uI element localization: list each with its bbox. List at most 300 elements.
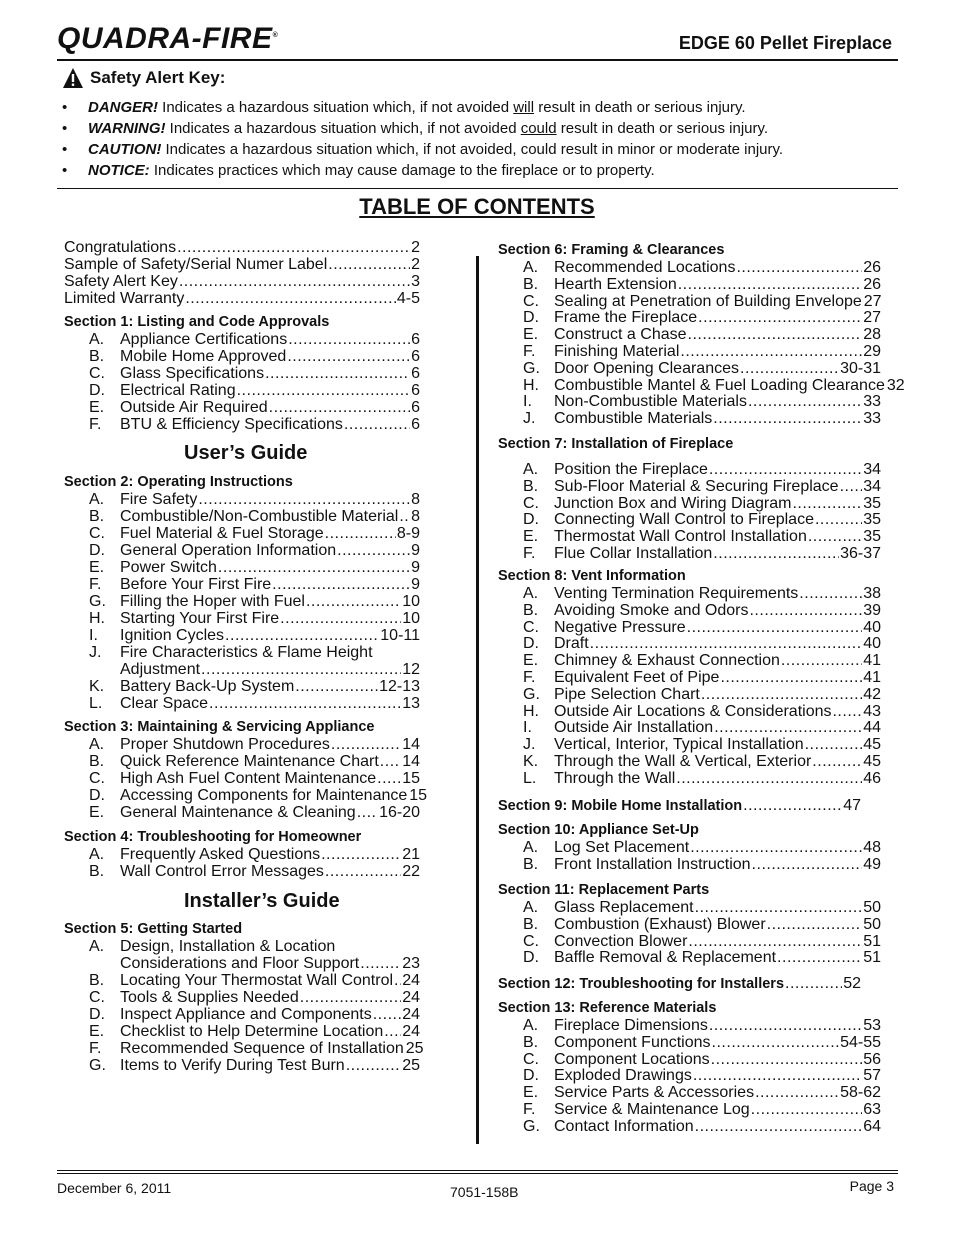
toc-entry-letter: C.: [89, 770, 105, 787]
toc-entry: [120, 955, 420, 972]
toc-leader-dots: [777, 949, 862, 966]
toc-entry-title: Thermostat Wall Control Installation: [554, 528, 807, 546]
toc-entry-page: 49: [863, 855, 881, 873]
toc-entry: [120, 525, 420, 542]
toc-entry-page: 35: [863, 528, 881, 546]
toc-entry-page: 22: [402, 863, 420, 880]
toc-entry-title: Sample of Safety/Serial Numer Label: [64, 256, 328, 273]
toc-entry-title: Flue Collar Installation: [554, 545, 713, 562]
toc-entry: [554, 652, 881, 669]
toc-leader-dots: [287, 348, 410, 365]
toc-entry-title: Battery Back-Up System: [120, 678, 295, 695]
toc-leader-dots: [179, 273, 410, 290]
safety-alert-list: [62, 97, 892, 181]
toc-entry: [554, 393, 881, 410]
toc-leader-dots: [812, 753, 862, 770]
toc-entry-title: Sub-Floor Material & Securing Fireplace: [554, 477, 839, 495]
toc-entry: [64, 239, 420, 256]
toc-entry-title: Vertical, Interior, Typical Installation: [554, 736, 804, 754]
toc-entry: [64, 273, 420, 290]
toc-leader-dots: [377, 770, 401, 787]
toc-leader-dots: [695, 899, 863, 916]
toc-entry-letter: C.: [523, 618, 539, 636]
toc-entry-title: Outside Air Installation: [554, 719, 714, 737]
toc-entry: [120, 542, 420, 559]
toc-entry-letter: F.: [523, 1101, 536, 1118]
toc-entry-page: 9: [411, 576, 420, 593]
footer-rule-top: [57, 1170, 898, 1171]
toc-entry: [120, 416, 420, 433]
alert-text: Indicates practices which may cause damage to the fireplace or to property.: [149, 162, 655, 179]
toc-leader-dots: [688, 326, 863, 343]
toc-entry-title: Equivalent Feet of Pipe: [554, 669, 720, 686]
toc-entry-letter: A.: [89, 736, 105, 753]
toc-entry-page: 25: [402, 1057, 420, 1074]
toc-entry: [554, 1084, 881, 1101]
toc-entry-title: Component Functions: [554, 1033, 711, 1051]
toc-entry-title: Draft: [554, 635, 589, 653]
toc-entry: [554, 478, 881, 495]
bullet-icon: •: [62, 120, 68, 137]
toc-entry-letter: A.: [89, 491, 105, 508]
toc-entry: [554, 619, 881, 636]
toc-leader-dots: [331, 736, 401, 753]
toc-entry: [120, 559, 420, 576]
toc-entry-letter: B.: [523, 915, 539, 933]
toc-leader-dots: [713, 545, 839, 562]
toc-entry-title: Sealing at Penetration of Building Envelope: [554, 292, 862, 310]
toc-entry-page: 50: [863, 915, 881, 933]
brand-logo: QUADRA-FIRE®: [57, 22, 279, 55]
toc-entry-title: Electrical Rating: [120, 382, 236, 399]
toc-entry: [120, 576, 420, 593]
toc-entry-page: 45: [863, 736, 881, 754]
toc-leader-dots: [177, 239, 410, 256]
toc-entry-letter: F.: [523, 343, 536, 360]
toc-entry-page: 8: [411, 491, 420, 508]
safety-alert-item: [62, 118, 892, 139]
toc-entry-page: 52: [843, 975, 861, 992]
toc-entry-letter: E.: [523, 652, 539, 670]
toc-entry: [120, 1023, 420, 1040]
toc-entry-title: Fireplace Dimensions: [554, 1017, 708, 1034]
toc-entry-title: Venting Termination Requirements: [554, 585, 799, 602]
toc-leader-dots: [749, 602, 862, 619]
toc-section-heading: Section 6: Framing & Clearances: [498, 242, 725, 258]
toc-entry-title: Finishing Material: [554, 343, 680, 360]
toc-entry-letter: A.: [523, 259, 539, 276]
toc-leader-dots: [373, 1006, 401, 1023]
toc-entry-page: 10: [402, 593, 420, 610]
bullet-icon: •: [62, 162, 68, 179]
toc-entry-page: 14: [402, 736, 420, 753]
toc-entry-page: 28: [863, 326, 881, 344]
toc-entry-title: Combustible Materials: [554, 410, 713, 428]
toc-entry-letter: D.: [523, 949, 539, 967]
toc-entry: [554, 770, 881, 787]
toc-entry-title: Door Opening Clearances: [554, 359, 739, 377]
toc-leader-dots: [357, 804, 378, 821]
toc-entry: [64, 256, 420, 273]
toc-entry-title: Pipe Selection Chart: [554, 685, 700, 703]
toc-entry-page: 33: [863, 393, 881, 411]
toc-section-heading: Section 4: Troubleshooting for Homeowner: [64, 829, 362, 845]
toc-entry-letter: C.: [89, 365, 105, 382]
toc-leader-dots: [736, 259, 862, 276]
toc-leader-dots: [237, 382, 410, 399]
toc-entry-letter: A.: [523, 461, 539, 478]
toc-leader-dots: [755, 1084, 839, 1101]
header-rule: [57, 59, 898, 61]
toc-entry: [554, 916, 881, 933]
toc-entry-page: 9: [411, 559, 420, 576]
safety-alert-item: [62, 160, 892, 181]
toc-entry-page: 26: [863, 275, 881, 293]
toc-entry-letter: F.: [523, 545, 536, 562]
toc-entry: [120, 846, 420, 863]
toc-entry-page: 8-9: [396, 525, 420, 542]
toc-entry-title: Considerations and Floor Support: [120, 955, 360, 972]
toc-entry: [120, 753, 420, 770]
column-divider: [476, 256, 479, 1144]
toc-entry-letter: D.: [89, 787, 105, 804]
toc-entry: [120, 804, 420, 821]
alert-text-end: result in death or serious injury.: [556, 120, 769, 137]
toc-leader-dots: [306, 593, 401, 610]
toc-entry-page: 50: [863, 899, 881, 916]
toc-leader-dots: [321, 846, 401, 863]
toc-entry: [120, 1006, 420, 1023]
toc-entry-letter: A.: [523, 585, 539, 602]
toc-entry-letter: D.: [89, 542, 105, 559]
toc-entry-page: 27: [863, 292, 882, 310]
toc-entry-title: Service Parts & Accessories: [554, 1084, 755, 1102]
alert-text-end: result in death or serious injury.: [534, 99, 746, 116]
toc-entry-letter: L.: [523, 769, 537, 787]
alert-keyword: WARNING!: [88, 120, 166, 137]
toc-entry-page: 36-37: [840, 545, 881, 562]
toc-leader-dots: [805, 736, 863, 753]
toc-entry-letter: G.: [523, 685, 540, 703]
toc-entry-letter: E.: [523, 528, 539, 546]
toc-entry-letter: D.: [523, 1067, 539, 1085]
toc-entry-page: 6: [411, 416, 420, 433]
toc-entry-title: Starting Your First Fire: [120, 610, 280, 627]
toc-entry-page: 44: [863, 719, 881, 737]
toc-entry-letter: D.: [523, 511, 539, 529]
toc-entry: [120, 491, 420, 508]
toc-entry-title: General Maintenance & Cleaning: [120, 804, 356, 821]
toc-entry: [554, 719, 881, 736]
toc-entry-title: Through the Wall & Vertical, Exterior: [554, 753, 812, 770]
toc-leader-dots: [690, 839, 862, 856]
toc-section-heading: Section 10: Appliance Set-Up: [498, 822, 699, 838]
toc-entry-letter: C.: [89, 525, 105, 542]
toc-section-entry: [498, 797, 861, 814]
alert-emphasis: will: [513, 99, 535, 116]
toc-entry-page: 33: [863, 410, 881, 428]
toc-entry-title: High Ash Fuel Content Maintenance: [120, 770, 377, 787]
toc-entry-title: Tools & Supplies Needed: [120, 989, 299, 1006]
toc-entry-title: Baffle Removal & Replacement: [554, 949, 777, 967]
toc-entry-title: Glass Replacement: [554, 899, 694, 916]
toc-entry-letter: H.: [523, 702, 539, 720]
toc-leader-dots: [676, 770, 862, 787]
toc-entry-title: Component Locations: [554, 1050, 710, 1068]
footer-page-number: Page 3: [849, 1178, 894, 1194]
toc-entry-letter: D.: [523, 635, 539, 653]
toc-entry-page: 46: [863, 769, 881, 787]
toc-entry: [554, 511, 881, 528]
toc-leader-dots: [678, 276, 862, 293]
toc-entry-letter: D.: [89, 382, 105, 399]
toc-entry: [554, 736, 881, 753]
toc-entry-title: Safety Alert Key: [64, 273, 178, 290]
toc-leader-dots: [840, 478, 863, 495]
toc-entry: [554, 326, 881, 343]
toc-entry-letter: J.: [523, 410, 536, 428]
toc-entry-page: 23: [402, 955, 420, 972]
toc-entry-title: Inspect Appliance and Components: [120, 1006, 372, 1023]
toc-entry-title: Proper Shutdown Procedures: [120, 736, 330, 753]
toc-entry-page: 39: [863, 601, 881, 619]
toc-entry-title: Hearth Extension: [554, 275, 677, 293]
toc-entry: [554, 410, 881, 427]
toc-leader-dots: [328, 256, 410, 273]
toc-entry-letter: C.: [523, 494, 539, 512]
toc-entry-letter: E.: [89, 1023, 105, 1040]
toc-leader-dots: [280, 610, 401, 627]
toc-leader-dots: [743, 797, 842, 814]
toc-entry-page: 41: [863, 652, 881, 670]
toc-entry-letter: C.: [523, 292, 539, 310]
safety-alert-heading: [62, 67, 225, 89]
toc-entry: [120, 661, 420, 678]
toc-entry-page: 56: [863, 1050, 881, 1068]
toc-entry: [554, 899, 881, 916]
toc-entry-title: Construct a Chase: [554, 326, 687, 344]
warning-triangle-icon: [62, 67, 84, 89]
toc-entry-page: 6: [411, 331, 420, 348]
toc-leader-dots: [693, 1067, 862, 1084]
toc-entry-page: 48: [863, 839, 881, 856]
toc-entry-letter: C.: [89, 989, 105, 1006]
toc-section-heading: Section 8: Vent Information: [498, 568, 686, 584]
toc-entry-letter: H.: [89, 610, 105, 627]
toc-entry-title: Through the Wall: [554, 769, 676, 787]
toc-leader-dots: [380, 753, 401, 770]
toc-leader-dots: [752, 856, 863, 873]
toc-entry-title: Contact Information: [554, 1117, 694, 1135]
toc-leader-dots: [337, 542, 410, 559]
toc-entry: [554, 839, 881, 856]
toc-entry-page: 12: [402, 661, 420, 678]
toc-entry: [554, 933, 881, 950]
toc-entry: [554, 495, 881, 512]
toc-entry: [554, 1017, 881, 1034]
toc-leader-dots: [695, 1118, 863, 1135]
toc-entry-title: Chimney & Exhaust Connection: [554, 652, 780, 670]
toc-entry-page: 42: [863, 685, 881, 703]
toc-entry-page: 2: [411, 256, 420, 273]
alert-text: Indicates a hazardous situation which, if not avoided: [165, 120, 521, 137]
guide-heading: User’s Guide: [184, 442, 308, 464]
toc-entry-letter: H.: [523, 376, 539, 394]
toc-entry-title: Adjustment: [120, 661, 201, 678]
toc-leader-dots: [269, 399, 410, 416]
toc-entry-letter: G.: [523, 1117, 540, 1135]
toc-entry-letter: B.: [523, 855, 539, 873]
toc-entry-page: 47: [843, 797, 861, 814]
toc-entry: [554, 461, 881, 478]
toc-leader-dots: [295, 678, 378, 695]
safety-alert-item: [62, 139, 892, 160]
toc-entry-letter: B.: [523, 275, 539, 293]
toc-entry: [120, 348, 420, 365]
toc-entry-title: Service & Maintenance Log: [554, 1101, 750, 1118]
toc-entry-title: Junction Box and Wiring Diagram: [554, 494, 792, 512]
toc-entry-page: 32: [886, 376, 905, 394]
toc-entry-page: 51: [863, 949, 881, 967]
toc-entry-title: Design, Installation & Location: [120, 938, 336, 955]
toc-entry: [554, 669, 881, 686]
toc-entry-page: 40: [863, 635, 881, 653]
alert-emphasis: could: [520, 120, 557, 137]
toc-entry-page: 24: [402, 972, 420, 989]
toc-entry-page: 16-20: [379, 804, 420, 821]
toc-entry: [120, 1057, 420, 1074]
toc-leader-dots: [808, 528, 862, 545]
toc-leader-dots: [688, 933, 862, 950]
toc-leader-dots: [394, 972, 401, 989]
toc-section-heading: Section 5: Getting Started: [64, 921, 243, 937]
toc-entry-letter: G.: [89, 593, 106, 610]
toc-leader-dots: [325, 525, 396, 542]
toc-entry-page: 14: [402, 753, 420, 770]
toc-entry-page: 53: [863, 1017, 881, 1034]
toc-entry-letter: B.: [523, 1033, 539, 1051]
toc-entry: [120, 678, 420, 695]
toc-entry-title: Combustible/Non-Combustible Material: [120, 508, 399, 525]
toc-entry: [554, 528, 881, 545]
toc-leader-dots: [701, 686, 862, 703]
toc-entry-page: 40: [863, 618, 881, 636]
toc-leader-dots: [225, 627, 379, 644]
toc-entry-page: 10: [402, 610, 420, 627]
toc-entry-page: 29: [863, 343, 881, 360]
toc-entry-title: Appliance Certifications: [120, 331, 288, 348]
toc-entry: [554, 753, 881, 770]
toc-entry-page: 35: [863, 494, 881, 512]
toc-entry-page: 6: [411, 399, 420, 416]
toc-entry: [554, 585, 881, 602]
toc-entry-letter: J.: [523, 736, 536, 754]
toc-entry-page: 3: [411, 273, 420, 290]
toc-leader-dots: [767, 916, 863, 933]
toc-entry-letter: E.: [523, 326, 539, 344]
toc-leader-dots: [714, 719, 862, 736]
toc-entry-letter: B.: [89, 508, 105, 525]
toc-entry-letter: D.: [523, 309, 539, 327]
toc-entry-letter: E.: [523, 1084, 539, 1102]
toc-entry-letter: G.: [89, 1057, 106, 1074]
toc-entry-title: General Operation Information: [120, 542, 337, 559]
toc-entry-letter: C.: [523, 1050, 539, 1068]
toc-entry-letter: I.: [89, 627, 98, 644]
toc-entry: [120, 736, 420, 753]
toc-leader-dots: [288, 331, 410, 348]
alert-keyword: DANGER!: [88, 99, 158, 116]
toc-leader-dots: [815, 511, 862, 528]
toc-entry-title: Quick Reference Maintenance Chart: [120, 753, 379, 770]
safety-alert-item: [62, 97, 892, 118]
toc-leader-dots: [680, 343, 862, 360]
toc-entry-page: 51: [863, 932, 881, 950]
toc-leader-dots: [344, 416, 410, 433]
toc-entry-letter: J.: [89, 644, 102, 661]
toc-entry: [120, 331, 420, 348]
toc-leader-dots: [198, 491, 410, 508]
footer-date: December 6, 2011: [57, 1180, 172, 1196]
toc-entry-title: Fire Safety: [120, 491, 198, 508]
toc-entry-title: Recommended Sequence of Installation: [120, 1040, 404, 1057]
toc-leader-dots: [720, 669, 862, 686]
document-title: EDGE 60 Pellet Fireplace: [678, 33, 892, 53]
toc-entry-letter: C.: [523, 932, 539, 950]
alert-keyword: CAUTION!: [88, 141, 162, 158]
toc-leader-dots: [709, 461, 862, 478]
toc-entry-page: 58-62: [840, 1084, 881, 1102]
toc-entry-page: 8: [411, 508, 420, 525]
toc-entry-page: 38: [863, 585, 881, 602]
bullet-icon: •: [62, 99, 68, 116]
toc-leader-dots: [346, 1057, 402, 1074]
toc-entry: [120, 627, 420, 644]
toc-leader-dots: [209, 695, 401, 712]
alert-text: Indicates a hazardous situation which, if not avoided: [158, 99, 514, 116]
toc-entry-page: 10-11: [380, 627, 420, 644]
toc-entry: [120, 787, 428, 804]
footer-doc-number: 7051-158B: [450, 1184, 519, 1200]
toc-entry-letter: B.: [523, 601, 539, 619]
toc-entry-title: Power Switch: [120, 559, 217, 576]
toc-section-heading: Section 11: Replacement Parts: [498, 882, 710, 898]
toc-entry-letter: A.: [89, 938, 105, 955]
toc-entry-page: 24: [402, 1006, 420, 1023]
toc-leader-dots: [325, 863, 401, 880]
toc-entry: [120, 770, 420, 787]
toc-entry-title: Exploded Drawings: [554, 1067, 692, 1085]
toc-entry-letter: E.: [89, 804, 105, 821]
toc-leader-dots: [792, 495, 862, 512]
toc-entry-title: Wall Control Error Messages: [120, 863, 324, 880]
toc-entry: [554, 293, 881, 310]
toc-entry-title: Connecting Wall Control to Fireplace: [554, 511, 814, 529]
alert-text: Indicates a hazardous situation which, if not avoided, could result in minor or moderate injury.: [161, 141, 784, 158]
toc-entry-letter: F.: [523, 669, 536, 686]
toc-entry-page: 15: [402, 770, 420, 787]
toc-entry: [554, 376, 905, 394]
toc-entry-letter: A.: [523, 899, 539, 916]
toc-entry-title: Outside Air Required: [120, 399, 268, 416]
toc-entry-page: 45: [863, 753, 881, 770]
toc-entry-title: Before Your First Fire: [120, 576, 272, 593]
toc-entry-page: 6: [411, 348, 420, 365]
toc-entry-letter: B.: [89, 972, 105, 989]
alert-keyword: NOTICE:: [88, 162, 150, 179]
toc-entry-letter: K.: [89, 678, 105, 695]
toc-entry-title: Limited Warranty: [64, 290, 185, 307]
